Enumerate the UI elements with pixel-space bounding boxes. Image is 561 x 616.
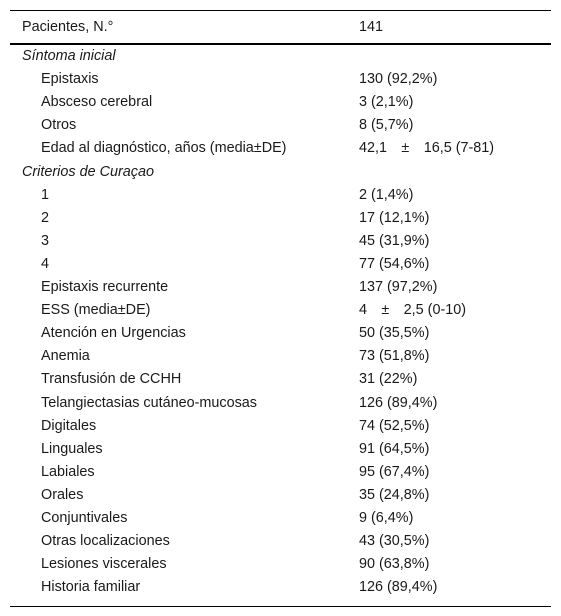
- table-row: [10, 415, 551, 438]
- row-label: Linguales: [41, 440, 103, 457]
- row-value: 43 (30,5%): [359, 533, 430, 550]
- row-label: 1: [41, 186, 50, 203]
- row-label: Otras localizaciones: [41, 533, 170, 550]
- table-row: [10, 68, 551, 91]
- row-label: Lesiones viscerales: [41, 556, 167, 573]
- table-row: [10, 345, 551, 368]
- row-value: 50 (35,5%): [359, 325, 430, 342]
- row-label: Transfusión de CCHH: [41, 371, 182, 388]
- table-row: [10, 576, 551, 599]
- row-value: 73 (51,8%): [359, 348, 430, 365]
- row-label: Orales: [41, 486, 84, 503]
- header-label: Pacientes, N.°: [22, 19, 114, 35]
- row-label: Anemia: [41, 348, 90, 365]
- row-label: ESS (media±DE): [41, 302, 151, 319]
- row-value: 4 ± 2,5 (0-10): [359, 302, 467, 319]
- row-value: 130 (92,2%): [359, 71, 438, 88]
- row-value: 90 (63,8%): [359, 556, 430, 573]
- table-row: [10, 438, 551, 461]
- row-value: 126 (89,4%): [359, 579, 438, 596]
- row-label: Labiales: [41, 463, 95, 480]
- row-label: Telangiectasias cutáneo-mucosas: [41, 394, 257, 411]
- row-label: Epistaxis recurrente: [41, 279, 169, 295]
- row-value: 35 (24,8%): [359, 486, 430, 503]
- table-bottom-rule: [10, 606, 551, 607]
- table-row: [10, 91, 551, 114]
- table-row: [10, 461, 551, 484]
- row-value: 42,1 ± 16,5 (7-81): [359, 140, 495, 157]
- table-row: [10, 484, 551, 507]
- row-label: Edad al diagnóstico, años (media±DE): [41, 140, 287, 157]
- section-label: Criterios de Curaçao: [22, 163, 154, 180]
- table-row: [10, 507, 551, 530]
- row-value: 91 (64,5%): [359, 440, 430, 457]
- table-row: [10, 230, 551, 253]
- row-value: 31 (22%): [359, 371, 418, 388]
- row-label: Epistaxis: [41, 71, 99, 88]
- table-row: [10, 184, 551, 207]
- row-label: Historia familiar: [41, 579, 141, 596]
- row-value: 95 (67,4%): [359, 463, 430, 480]
- table-row: [10, 276, 551, 299]
- table-row: [10, 299, 551, 322]
- table-row: [10, 207, 551, 230]
- table-row: [10, 553, 551, 576]
- row-value: 3 (2,1%): [359, 94, 414, 111]
- row-value: 17 (12,1%): [359, 209, 430, 226]
- row-label: 3: [41, 232, 50, 249]
- row-value: 8 (5,7%): [359, 117, 414, 134]
- row-label: Absceso cerebral: [41, 94, 153, 111]
- row-label: Conjuntivales: [41, 510, 128, 526]
- row-value: 9 (6,4%): [359, 510, 414, 526]
- section-label: Síntoma inicial: [22, 48, 116, 64]
- section-header-row: [10, 161, 551, 184]
- table-row: [10, 253, 551, 276]
- row-value: 137 (97,2%): [359, 279, 438, 295]
- row-label: 2: [41, 209, 50, 226]
- table-row: [10, 322, 551, 345]
- section-header-row: [10, 45, 551, 68]
- table-row: [10, 114, 551, 137]
- row-value: 45 (31,9%): [359, 232, 430, 249]
- row-label: Otros: [41, 117, 77, 134]
- row-label: 4: [41, 255, 50, 272]
- row-value: 126 (89,4%): [359, 394, 438, 411]
- row-label: Digitales: [41, 417, 97, 434]
- table-row: [10, 530, 551, 553]
- row-value: 77 (54,6%): [359, 255, 430, 272]
- table-header-row: [10, 11, 551, 43]
- table-row: [10, 137, 551, 160]
- row-value: 2 (1,4%): [359, 186, 414, 203]
- row-value: 74 (52,5%): [359, 417, 430, 434]
- row-label: Atención en Urgencias: [41, 325, 186, 342]
- table-row: [10, 368, 551, 391]
- table-row: [10, 392, 551, 415]
- header-value: 141: [359, 19, 384, 35]
